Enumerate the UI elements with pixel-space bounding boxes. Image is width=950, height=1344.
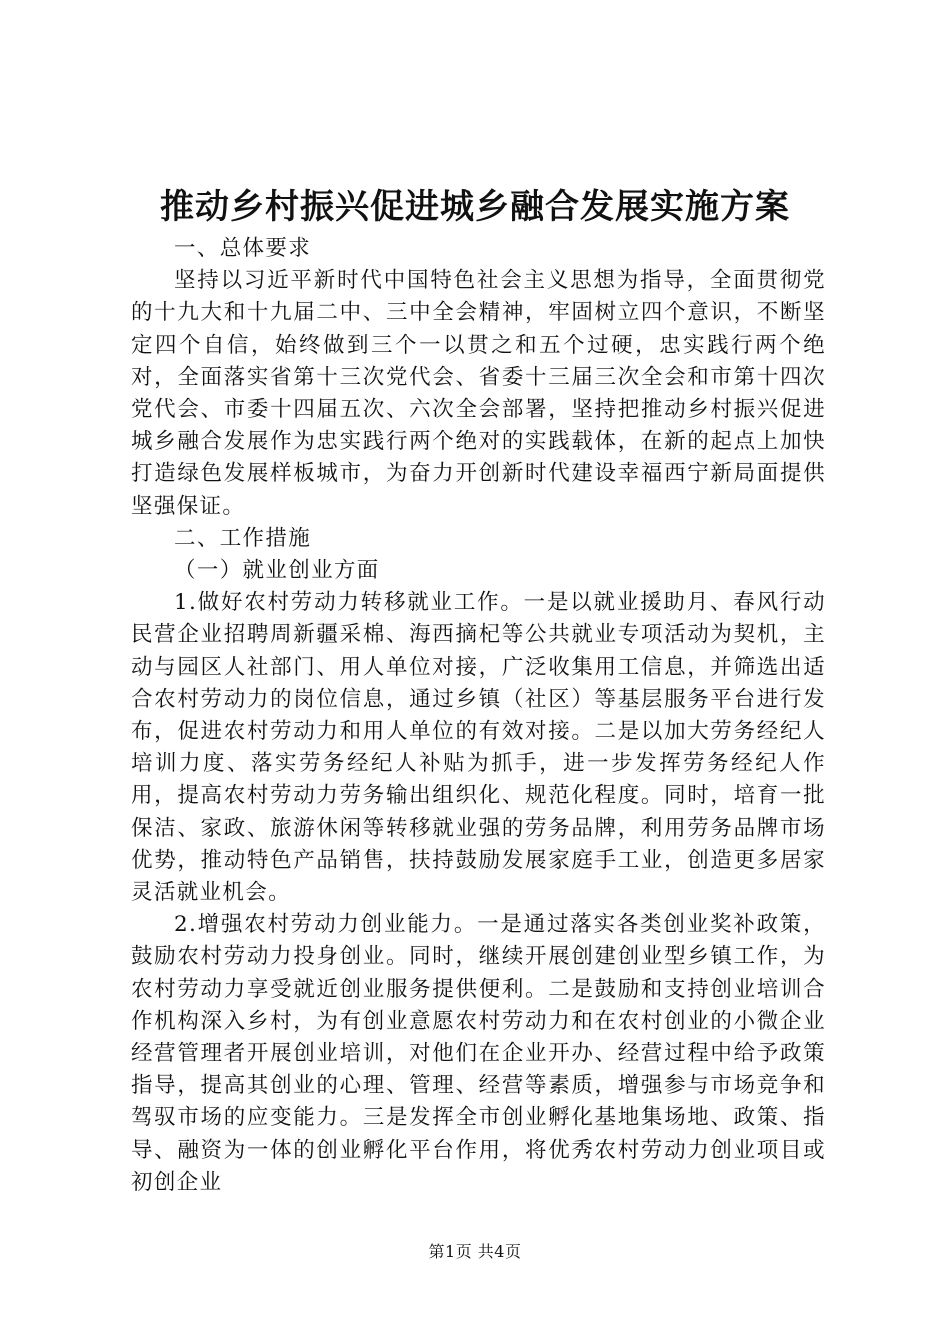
subsection-heading-employment: （一）就业创业方面 — [174, 558, 380, 584]
page-number-footer: 第1页 共4页 — [428, 1242, 522, 1261]
document-title: 推动乡村振兴促进城乡融合发展实施方案 — [160, 187, 790, 227]
section-heading-general-requirements: 一、总体要求 — [174, 236, 312, 261]
section-heading-work-measures: 二、工作措施 — [174, 525, 312, 551]
paragraph-general-requirements: 坚持以习近平新时代中国特色社会主义思想为指导，全面贯彻党的十九大和十九届二中、三中全会精神，牢固树立四个意识，不断坚定四个自信，始终做到三个一以贯之和五个过硬，忠实践行两个绝对，全面落实省第十三次党代会、省委十三届三次全会和市第十四次党代会、市委十四届五次、六次全会部署，坚持把推动乡村振兴促进城乡融合发展作为忠实践行两个绝对的实践载体，在新的起点上加快打造绿色发展样板城市，为奋力开创新时代建设幸福西宁新局面提供坚强保证。 — [131, 268, 826, 519]
paragraph-item-2: 2.增强农村劳动力创业能力。一是通过落实各类创业奖补政策，鼓励农村劳动力投身创业。同时，继续开展创建创业型乡镇工作，为农村劳动力享受就近创业服务提供便利。二是鼓励和支持创业培训合作机构深入乡村，为有创业意愿农村劳动力和在农村创业的小微企业经营管理者开展创业培训，对他们在企业开办、经营过程中给予政策指导，提高其创业的心理、管理、经营等素质，增强参与市场竞争和驾驭市场的应变能力。三是发挥全市创业孵化基地集场地、政策、指导、融资为一体的创业孵化平台作用，将优秀农村劳动力创业项目或初创企业 — [131, 912, 826, 1195]
paragraph-item-1: 1.做好农村劳动力转移就业工作。一是以就业援助月、春风行动民营企业招聘周新疆采棉、海西摘杞等公共就业专项活动为契机，主动与园区人社部门、用人单位对接，广泛收集用工信息，并筛选出适合农村劳动力的岗位信息，通过乡镇（社区）等基层服务平台进行发布，促进农村劳动力和用人单位的有效对接。二是以加大劳务经纪人培训力度、落实劳务经纪人补贴为抓手，进一步发挥劳务经纪人作用，提高农村劳动力劳务输出组织化、规范化程度。同时，培育一批保洁、家政、旅游休闲等转移就业强的劳务品牌，利用劳务品牌市场优势，推动特色产品销售，扶持鼓励发展家庭手工业，创造更多居家灵活就业机会。 — [131, 590, 826, 906]
document-body — [131, 233, 826, 1199]
